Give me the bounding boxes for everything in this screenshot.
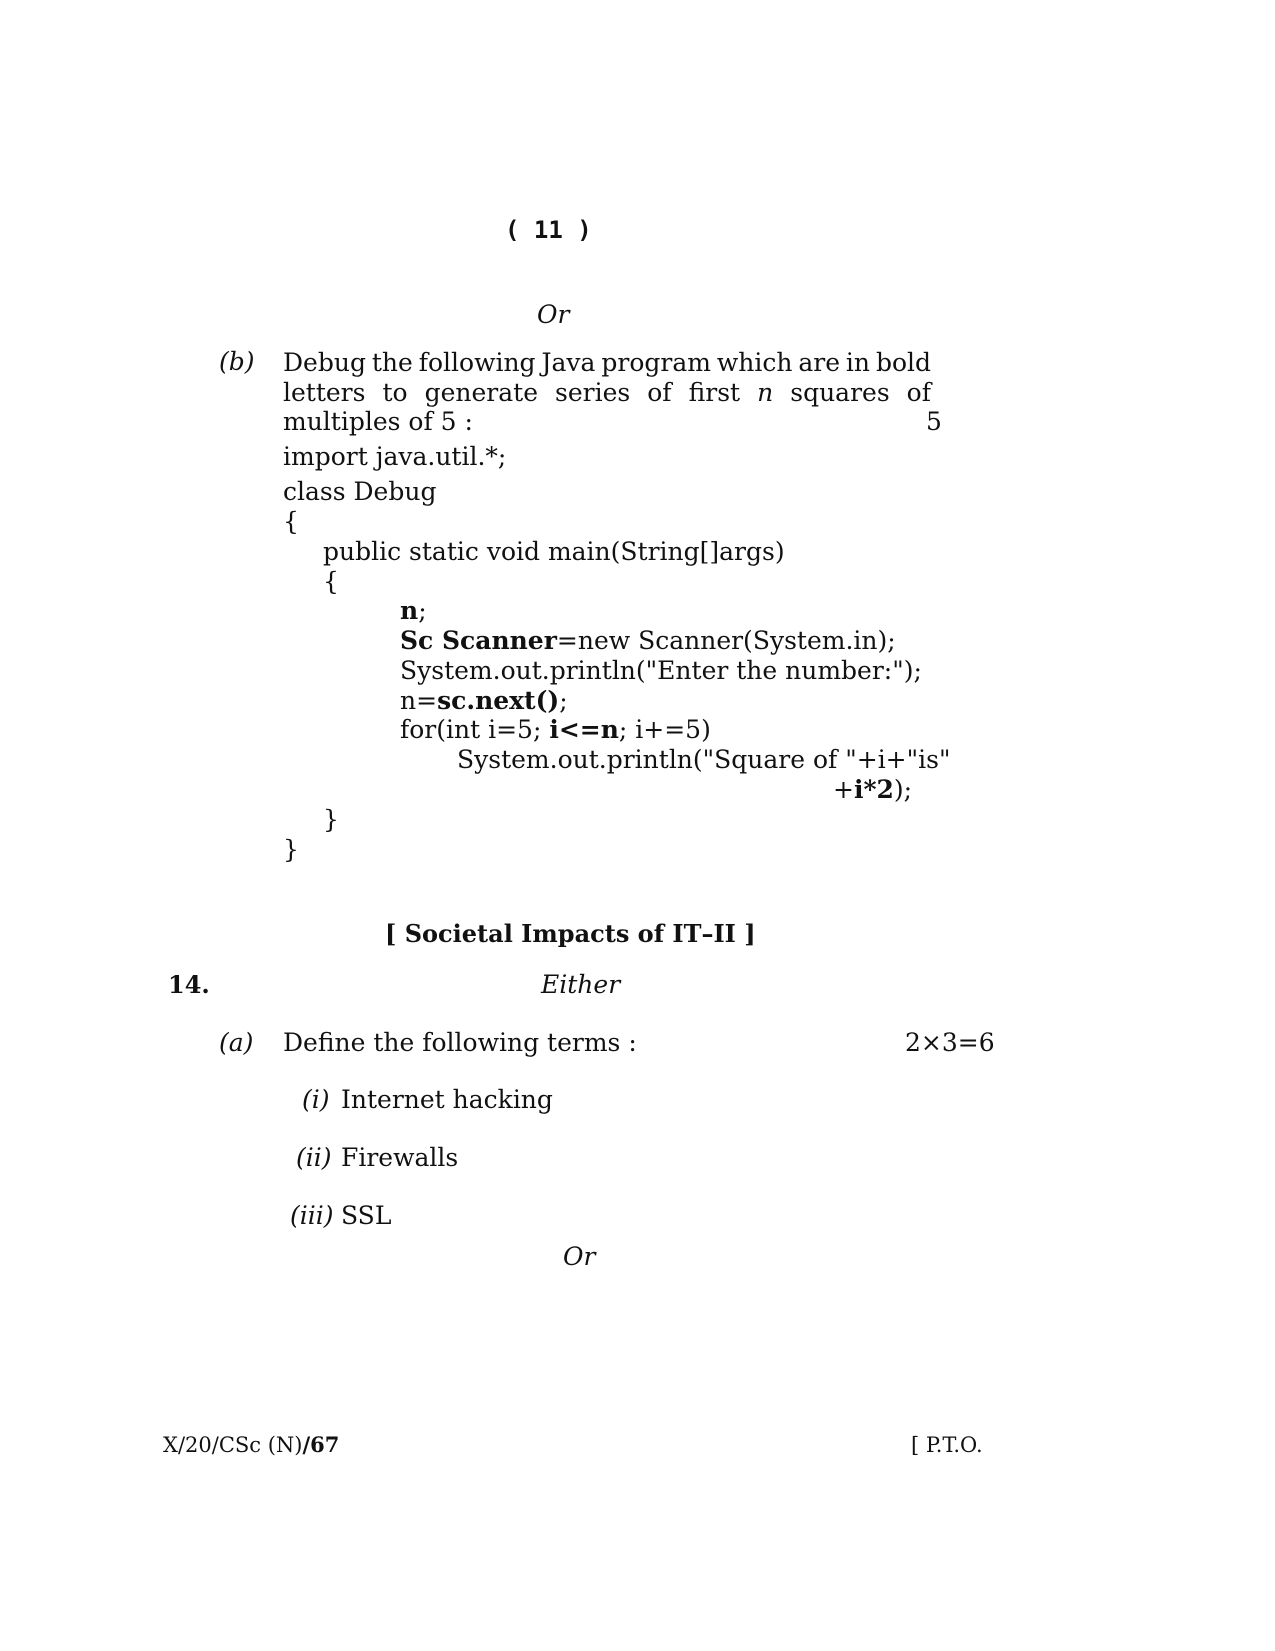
code-line-read: n=sc.next();: [400, 686, 568, 715]
question-number-14: 14.: [168, 970, 210, 999]
stem-word: are: [798, 348, 841, 377]
paper-code: X/20/CSc (N)/67: [163, 1432, 340, 1457]
or-label-14: Or: [563, 1242, 596, 1271]
stem-word: n: [757, 378, 774, 407]
stem-word: Java: [541, 348, 596, 377]
stem-word: to: [382, 378, 408, 407]
code-brace-close-main: }: [323, 805, 339, 834]
code-brace-close-class: }: [283, 835, 299, 864]
bold-error-condition: i<=n: [549, 715, 619, 744]
code-line-scanner: Sc Scanner=new Scanner(System.in);: [400, 626, 896, 655]
item-num-ii: (ii): [296, 1143, 332, 1172]
code-line-for: for(int i=5; i<=n; i+=5): [400, 715, 711, 744]
code-brace-open-main: {: [323, 567, 339, 596]
item-text-internet-hacking: Internet hacking: [341, 1085, 553, 1114]
stem-word: generate: [424, 378, 539, 407]
item-text-ssl: SSL: [341, 1201, 392, 1230]
stem-line-1: [283, 347, 931, 378]
question-label-b: (b): [219, 347, 255, 376]
item-num-iii: (iii): [290, 1201, 334, 1230]
question-14a-text: Define the following terms :: [283, 1028, 637, 1057]
marks-13b: 5: [926, 407, 942, 436]
code-line-print: System.out.println("Square of "+i+"is": [457, 745, 951, 774]
code-line-decl-n: n;: [400, 596, 427, 625]
stem-word: following: [418, 348, 536, 377]
marks-14a: 2×3=6: [905, 1028, 995, 1057]
code-line-main: public static void main(String[]args): [323, 537, 785, 566]
page-number: ( 11 ): [505, 216, 592, 244]
or-label: Or: [537, 300, 570, 329]
stem-word: which: [716, 348, 793, 377]
section-title: [ Societal Impacts of IT–II ]: [385, 919, 756, 948]
stem-word: squares: [790, 378, 890, 407]
stem-line-2: [283, 377, 931, 408]
bold-error-scanner: Sc Scanner: [400, 626, 557, 655]
item-text-firewalls: Firewalls: [341, 1143, 459, 1172]
bold-error-square: i*2: [853, 775, 894, 804]
bold-error-next: sc.next(): [437, 686, 560, 715]
bold-error-n: n: [400, 596, 419, 625]
stem-word: Debug: [283, 348, 366, 377]
either-label: Either: [541, 970, 621, 999]
code-line-class: class Debug: [283, 477, 437, 506]
stem-line-3: multiples of 5 :: [283, 407, 473, 436]
stem-word: of: [647, 378, 672, 407]
stem-word: first: [688, 378, 741, 407]
stem-word: program: [601, 348, 711, 377]
stem-word: bold: [875, 348, 931, 377]
stem-word: in: [845, 348, 871, 377]
stem-word: the: [371, 348, 413, 377]
stem-word: series: [555, 378, 631, 407]
item-num-i: (i): [302, 1085, 330, 1114]
stem-word: letters: [283, 378, 366, 407]
code-brace-open-class: {: [283, 507, 299, 536]
question-label-a: (a): [219, 1028, 254, 1057]
code-line-prompt: System.out.println("Enter the number:");: [400, 656, 922, 685]
stem-word: of: [906, 378, 931, 407]
code-line-import: import java.util.*;: [283, 442, 507, 471]
code-line-print-cont: +i*2);: [833, 775, 913, 804]
pto-label: [ P.T.O.: [911, 1433, 983, 1457]
